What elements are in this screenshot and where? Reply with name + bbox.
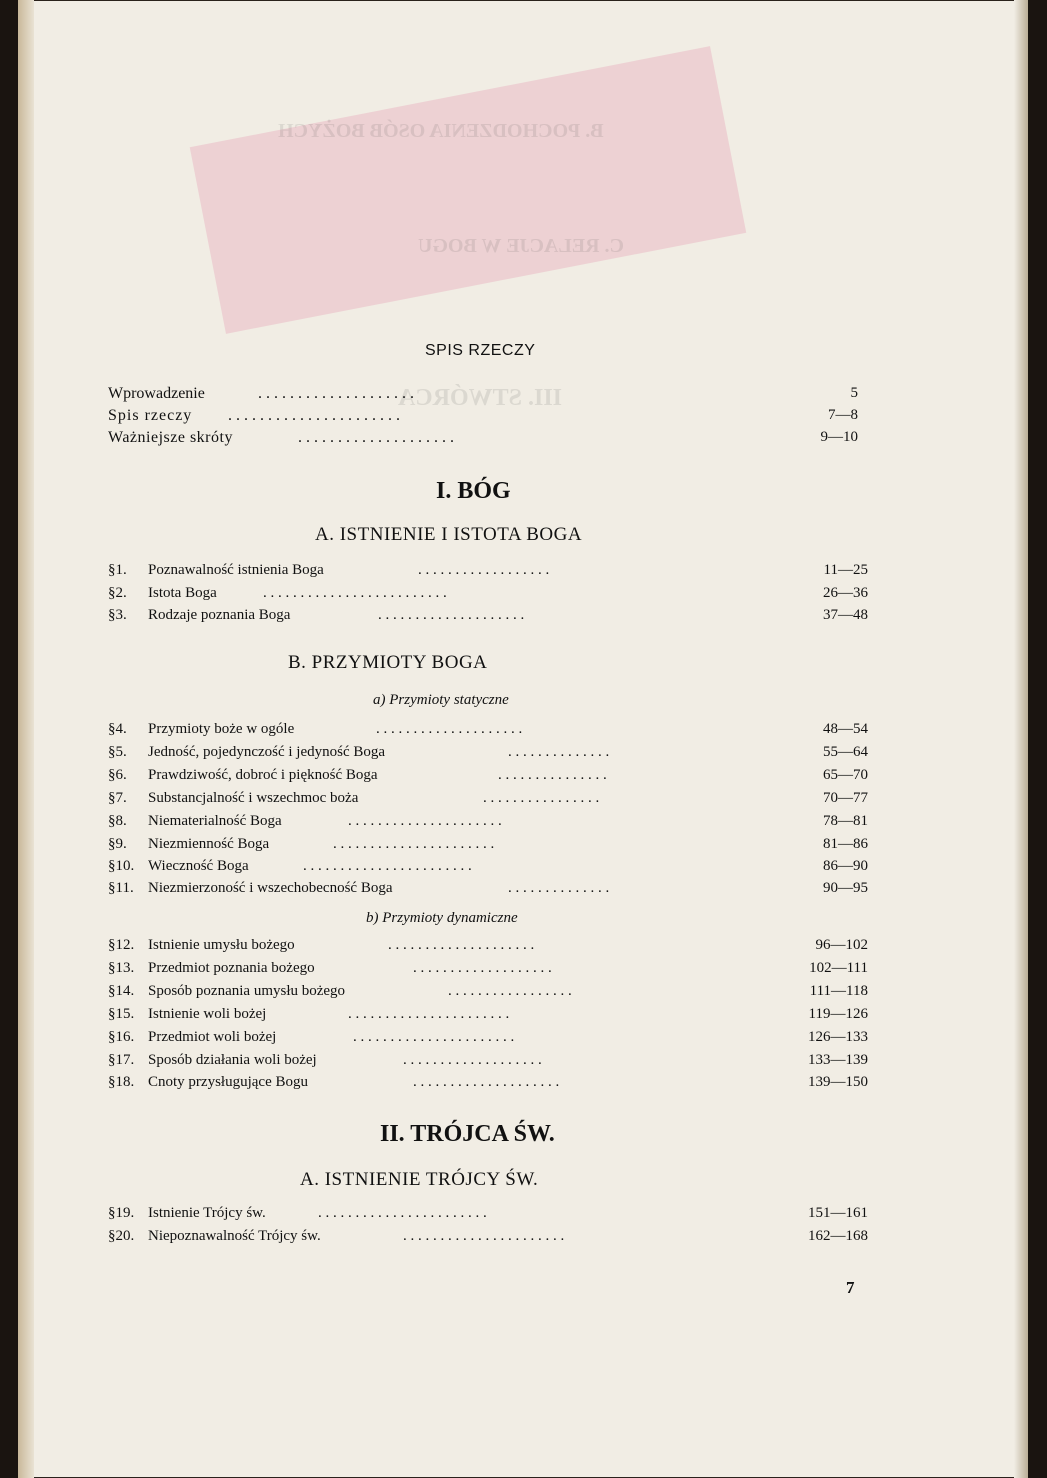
toc-leader: . . . . . . . . . . . . . . . . . . . . . . <box>353 1029 515 1045</box>
toc-leader: . . . . . . . . . . . . . . . . . . . . . . <box>333 836 495 852</box>
toc-leader: . . . . . . . . . . . . . . . . . . . . <box>376 721 523 737</box>
section-heading: B. PRZYMIOTY BOGA <box>288 652 488 673</box>
page-edge <box>1014 0 1028 1478</box>
toc-label: Substancjalność i wszechmoc boża <box>148 790 359 806</box>
toc-leader: . . . . . . . . . . . . . . . . . . . <box>413 960 552 976</box>
section-heading: A. ISTNIENIE I ISTOTA BOGA <box>315 524 583 545</box>
toc-leader: . . . . . . . . . . . . . . . . . . . . . . <box>348 1006 510 1022</box>
toc-number: §11. <box>108 880 134 896</box>
toc-leader: . . . . . . . . . . . . . . . . . . . . <box>298 429 454 446</box>
toc-label: Wprowadzenie <box>108 385 205 402</box>
toc-label: Istnienie woli bożej <box>148 1006 267 1022</box>
toc-page: 5 <box>850 385 858 401</box>
toc-page: 7—8 <box>828 407 858 423</box>
toc-label: Sposób działania woli bożej <box>148 1052 317 1068</box>
toc-label: Przedmiot poznania bożego <box>148 960 315 976</box>
toc-leader: . . . . . . . . . . . . . . . . . . . . <box>378 607 525 623</box>
toc-page: 37—48 <box>823 607 868 623</box>
toc-page: 126—133 <box>808 1029 868 1045</box>
toc-number: §1. <box>108 562 127 578</box>
bleed-through: C. RELACJE W BOGU <box>418 235 624 257</box>
toc-number: §16. <box>108 1029 135 1045</box>
toc-page: 26—36 <box>823 585 868 601</box>
toc-number: §13. <box>108 960 135 976</box>
toc-label: Poznawalność istnienia Boga <box>148 562 324 578</box>
toc-leader: . . . . . . . . . . . . . . <box>508 744 610 760</box>
toc-page: 162—168 <box>808 1228 868 1244</box>
page-title: SPIS RZECZY <box>425 342 536 359</box>
toc-label: Przymioty boże w ogóle <box>148 721 295 737</box>
part-heading: I. BÓG <box>436 478 511 504</box>
page-spine <box>18 0 34 1478</box>
toc-page: 102—111 <box>809 960 868 976</box>
bleed-through: III. STWÓRCA <box>398 385 563 411</box>
toc-page: 78—81 <box>823 813 868 829</box>
stain-mark <box>190 46 747 334</box>
toc-number: §10. <box>108 858 135 874</box>
toc-number: §9. <box>108 836 127 852</box>
toc-page: 133—139 <box>808 1052 868 1068</box>
toc-leader: . . . . . . . . . . . . . . . <box>498 767 607 783</box>
toc-page: 86—90 <box>823 858 868 874</box>
toc-label: Niezmienność Boga <box>148 836 270 852</box>
toc-page: 119—126 <box>808 1006 868 1022</box>
toc-number: §8. <box>108 813 127 829</box>
toc-page: 65—70 <box>823 767 868 783</box>
toc-leader: . . . . . . . . . . . . . . . . <box>483 790 600 806</box>
toc-label: Prawdziwość, dobroć i piękność Boga <box>148 767 378 783</box>
toc-label: Przedmiot woli bożej <box>148 1029 277 1045</box>
toc-page: 55—64 <box>823 744 868 760</box>
toc-leader: . . . . . . . . . . . . . . . . . . <box>418 562 550 578</box>
toc-page: 9—10 <box>820 429 858 445</box>
toc-number: §18. <box>108 1074 135 1090</box>
toc-number: §12. <box>108 937 135 953</box>
toc-page: 11—25 <box>823 562 868 578</box>
toc-number: §6. <box>108 767 127 783</box>
toc-page: 96—102 <box>815 937 868 953</box>
toc-number: §14. <box>108 983 135 999</box>
toc-number: §15. <box>108 1006 135 1022</box>
toc-page: 48—54 <box>823 721 868 737</box>
toc-number: §2. <box>108 585 127 601</box>
toc-leader: . . . . . . . . . . . . . . . . . <box>448 983 572 999</box>
book-page <box>18 0 1028 1478</box>
toc-number: §7. <box>108 790 127 806</box>
toc-leader: . . . . . . . . . . . . . . . . . . . <box>403 1052 542 1068</box>
toc-page: 139—150 <box>808 1074 868 1090</box>
page-number: 7 <box>846 1278 855 1297</box>
toc-leader: . . . . . . . . . . . . . . . . . . . . <box>258 385 414 402</box>
toc-page: 70—77 <box>823 790 868 806</box>
toc-label: Rodzaje poznania Boga <box>148 607 291 623</box>
subsection-heading: b) Przymioty dynamiczne <box>366 910 518 926</box>
toc-label: Wieczność Boga <box>148 858 249 874</box>
toc-page: 90—95 <box>823 880 868 896</box>
subsection-heading: a) Przymioty statyczne <box>373 692 509 708</box>
toc-number: §3. <box>108 607 127 623</box>
toc-label: Sposób poznania umysłu bożego <box>148 983 346 999</box>
toc-label: Istota Boga <box>148 585 217 601</box>
toc-leader: . . . . . . . . . . . . . . . . . . . . <box>413 1074 560 1090</box>
toc-label: Niematerialność Boga <box>148 813 282 829</box>
part-heading: II. TRÓJCA ŚW. <box>380 1121 555 1147</box>
toc-leader: . . . . . . . . . . . . . . . . . . . . . . . . . <box>263 585 447 601</box>
toc-page: 151—161 <box>808 1205 868 1221</box>
toc-leader: . . . . . . . . . . . . . . . . . . . . . . <box>228 407 400 424</box>
toc-leader: . . . . . . . . . . . . . . . . . . . . . . <box>403 1228 565 1244</box>
toc-label: Jedność, pojedynczość i jedyność Boga <box>148 744 386 760</box>
bleed-through: B. POCHODZENIA OSÓB BOŻYCH <box>278 120 604 142</box>
toc-label: Istnienie Trójcy św. <box>148 1205 266 1221</box>
toc-number: §4. <box>108 721 127 737</box>
section-heading: A. ISTNIENIE TRÓJCY ŚW. <box>300 1169 539 1190</box>
toc-label: Spis rzeczy <box>108 407 193 424</box>
toc-number: §5. <box>108 744 127 760</box>
toc-leader: . . . . . . . . . . . . . . . . . . . . . <box>348 813 502 829</box>
toc-label: Ważniejsze skróty <box>108 429 233 446</box>
toc-leader: . . . . . . . . . . . . . . . . . . . . <box>388 937 535 953</box>
toc-label: Niepoznawalność Trójcy św. <box>148 1228 321 1244</box>
toc-number: §19. <box>108 1205 135 1221</box>
toc-label: Niezmierzoność i wszechobecność Boga <box>148 880 393 896</box>
toc-label: Istnienie umysłu bożego <box>148 937 295 953</box>
toc-number: §20. <box>108 1228 135 1244</box>
toc-number: §17. <box>108 1052 135 1068</box>
toc-leader: . . . . . . . . . . . . . . . . . . . . . . . <box>318 1205 487 1221</box>
toc-page: 81—86 <box>823 836 868 852</box>
toc-leader: . . . . . . . . . . . . . . . . . . . . . . . <box>303 858 472 874</box>
toc-label: Cnoty przysługujące Bogu <box>148 1074 308 1090</box>
toc-page: 111—118 <box>809 983 868 999</box>
toc-leader: . . . . . . . . . . . . . . <box>508 880 610 896</box>
